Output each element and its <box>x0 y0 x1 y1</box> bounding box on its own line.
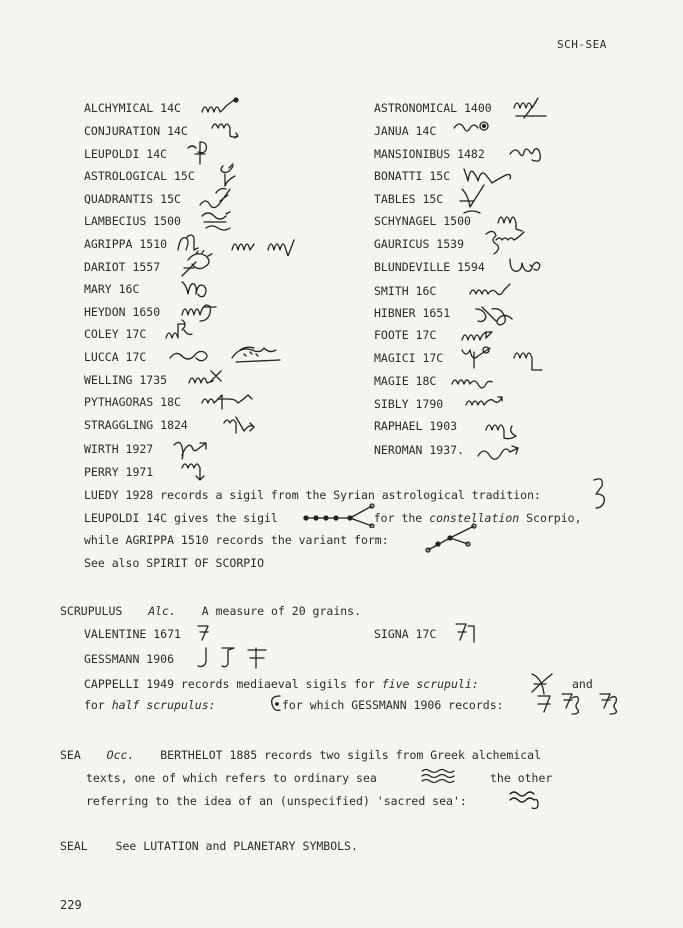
mary-sigil-icon <box>180 276 214 298</box>
half-line <box>84 698 216 712</box>
sacred-sea-sigil-icon <box>508 786 542 810</box>
entry-alchymical: ALCHYMICAL 14C <box>84 101 181 115</box>
gessmann-records-text: for which GESSMANN 1906 records: <box>282 698 504 712</box>
entry-hibner: HIBNER 1651 <box>374 306 451 320</box>
five-scrupuli-text: five scrupuli: <box>381 677 479 691</box>
sea-line1: BERTHELOT 1885 records two sigils from Greek alchemical <box>160 748 542 762</box>
constellation-sigil-icon <box>302 502 382 528</box>
scorpio-text: Scorpio, <box>526 511 582 525</box>
entry-mary: MARY 16C <box>84 282 140 296</box>
entry-welling: WELLING 1735 <box>84 373 168 387</box>
neroman-sigil-icon <box>476 442 522 462</box>
entry-magici: MAGICI 17C <box>374 351 444 365</box>
cappelli-line <box>84 677 479 691</box>
constellation-text: constellation <box>429 511 520 525</box>
seal-text: See LUTATION and PLANETARY SYMBOLS. <box>115 839 358 853</box>
entry-lucca: LUCCA 17C <box>84 350 147 364</box>
welling-sigil-icon <box>187 365 225 389</box>
mansionibus-sigil-icon <box>508 140 548 166</box>
entry-astrological: ASTROLOGICAL 15C <box>84 169 195 183</box>
pythagoras-sigil-icon <box>200 391 256 413</box>
for-the-text: for the <box>373 511 423 525</box>
blundeville-sigil-icon <box>508 255 544 277</box>
luedy-sigil-icon <box>592 476 612 512</box>
astronomical-sigil-icon <box>510 94 550 122</box>
entry-magie: MAGIE 18C <box>374 374 437 388</box>
agrippa-variant-line: while AGRIPPA 1510 records the variant form: <box>84 533 389 547</box>
agrippa-variant-sigil-icon <box>424 522 484 554</box>
sea-headword: SEA <box>60 748 81 762</box>
entry-blundeville: BLUNDEVILLE 1594 <box>374 260 485 274</box>
valentine-sigil-icon <box>196 622 212 644</box>
entry-straggling: STRAGGLING 1824 <box>84 418 188 432</box>
lucca-sigil-icon <box>166 342 290 368</box>
sea-abbr: Occ. <box>106 748 135 762</box>
conjuration-sigil-icon <box>210 118 246 142</box>
scrupulus-abbr: Alc. <box>148 604 176 618</box>
entry-raphael: RAPHAEL 1903 <box>374 419 458 433</box>
entry-astronomical: ASTRONOMICAL 1400 <box>374 101 492 115</box>
sea-line3: referring to the idea of an (unspecified) 'sacred sea': <box>86 794 467 808</box>
sibly-sigil-icon <box>464 391 506 415</box>
entry-tables: TABLES 15C <box>374 192 444 206</box>
half-scrupulus-text: half scrupulus: <box>111 698 216 712</box>
perry-sigil-icon <box>180 458 212 484</box>
leupoldi-sigil-icon <box>186 140 214 166</box>
running-head: SCH-SEA <box>557 38 607 51</box>
entry-mansionibus: MANSIONIBUS 1482 <box>374 147 485 161</box>
entry-lambecius: LAMBECIUS 1500 <box>84 214 181 228</box>
luedy-note: LUEDY 1928 records a sigil from the Syrian astrological tradition: <box>84 488 541 502</box>
entry-smith: SMITH 16C <box>374 284 437 298</box>
straggling-sigil-icon <box>222 413 262 437</box>
entry-coley: COLEY 17C <box>84 327 147 341</box>
scrupulus-entry <box>60 604 361 618</box>
seal-headword: SEAL <box>60 839 88 853</box>
entry-pythagoras: PYTHAGORAS 18C <box>84 395 181 409</box>
signa-sigil-icon <box>454 620 476 644</box>
entry-sibly: SIBLY 1790 <box>374 397 444 411</box>
page-number: 229 <box>60 898 82 912</box>
scrupulus-headword: SCRUPULUS <box>60 604 123 618</box>
seal-entry <box>60 839 358 853</box>
sea-line2-b: the other <box>490 771 553 785</box>
gessmann-sigils-icon <box>196 644 272 670</box>
entry-wirth: WIRTH 1927 <box>84 442 154 456</box>
sea-line2-a: texts, one of which refers to ordinary sea <box>86 771 377 785</box>
entry-bonatti: BONATTI 15C <box>374 169 451 183</box>
janua-sigil-icon <box>452 118 492 140</box>
entry-schynagel: SCHYNAGEL 1500 <box>374 214 471 228</box>
entry-agrippa: AGRIPPA 1510 <box>84 237 168 251</box>
see-also-spirit: See also SPIRIT OF SCORPIO <box>84 556 265 570</box>
coley-sigil-icon <box>164 318 198 342</box>
entry-valentine: VALENTINE 1671 <box>84 627 181 641</box>
entry-quadrantis: QUADRANTIS 15C <box>84 192 181 206</box>
scrupulus-definition: A measure of 20 grains. <box>201 604 362 618</box>
sea-entry <box>60 748 541 762</box>
gessmann-half-sigils-icon <box>536 690 636 716</box>
entry-perry: PERRY 1971 <box>84 465 154 479</box>
entry-dariot: DARIOT 1557 <box>84 260 161 274</box>
raphael-sigil-icon <box>484 416 522 444</box>
entry-foote: FOOTE 17C <box>374 328 437 342</box>
smith-sigil-icon <box>468 282 516 304</box>
for-text: for <box>84 698 105 712</box>
and-text: and <box>572 677 593 691</box>
alchymical-sigil-icon <box>200 96 242 118</box>
entry-janua: JANUA 14C <box>374 124 437 138</box>
leupoldi-sigil-text: LEUPOLDI 14C gives the sigil <box>84 511 278 525</box>
entry-heydon: HEYDON 1650 <box>84 305 161 319</box>
entry-leupoldi: LEUPOLDI 14C <box>84 147 168 161</box>
entry-conjuration: CONJURATION 14C <box>84 124 188 138</box>
tables-sigil-icon <box>458 183 488 217</box>
entry-gauricus: GAURICUS 1539 <box>374 237 465 251</box>
entry-neroman: NEROMAN 1937. <box>374 443 465 457</box>
entry-signa: SIGNA 17C <box>374 627 437 641</box>
entry-gessmann: GESSMANN 1906 <box>84 652 175 666</box>
ordinary-sea-sigil-icon <box>420 766 456 786</box>
cappelli-text: CAPPELLI 1949 records mediaeval sigils for <box>84 677 375 691</box>
